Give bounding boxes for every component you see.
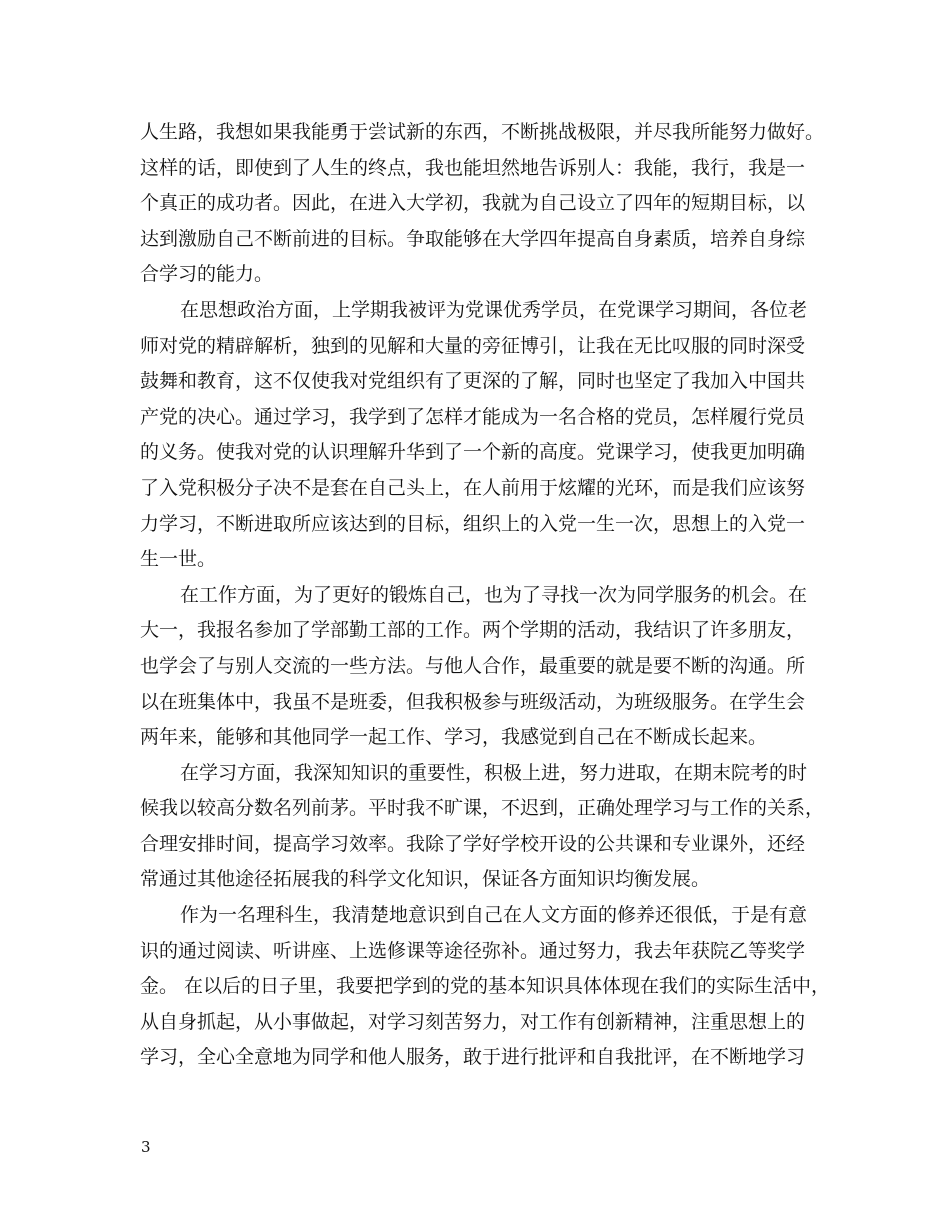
text-line: 达到激励自己不断前进的目标。争取能够在大学四年提高自身素质，培养自身综 — [140, 227, 806, 250]
text-line: 从自身抓起，从小事做起，对学习刻苦努力，对工作有创新精神，注重思想上的 — [140, 1010, 806, 1033]
text-line: 力学习，不断进取所应该达到的目标，组织上的入党一生一次，思想上的入党一 — [140, 512, 806, 535]
text-line: 合理安排时间，提高学习效率。我除了学好学校开设的公共课和专业课外，还经 — [140, 832, 806, 855]
paragraph-first-line: 在工作方面，为了更好的锻炼自己，也为了寻找一次为同学服务的机会。在 — [180, 583, 808, 606]
text-line: 个真正的成功者。因此，在进入大学初，我就为自己设立了四年的短期目标，以 — [140, 192, 806, 215]
paragraph-first-line: 在学习方面，我深知知识的重要性，积极上进，努力进取，在期末院考的时 — [180, 761, 808, 784]
text-line: 合学习的能力。 — [140, 263, 274, 286]
paragraph-first-line: 在思想政治方面，上学期我被评为党课优秀学员，在党课学习期间，各位老 — [180, 298, 808, 321]
text-line: 鼓舞和教育，这不仅使我对党组织有了更深的了解，同时也坚定了我加入中国共 — [140, 370, 806, 393]
document-body — [140, 115, 831, 1076]
text-line: 人生路，我想如果我能勇于尝试新的东西，不断挑战极限，并尽我所能努力做好。 — [140, 121, 825, 143]
page-number: 3 — [141, 1138, 151, 1156]
text-line: 候我以较高分数名列前茅。平时我不旷课，不迟到，正确处理学习与工作的关系， — [140, 797, 825, 820]
text-line: 的义务。使我对党的认识理解升华到了一个新的高度。党课学习，使我更加明确 — [140, 441, 806, 464]
text-line: 常通过其他途径拓展我的科学文化知识，保证各方面知识均衡发展。 — [140, 868, 711, 891]
text-line: 大一，我报名参加了学部勤工部的工作。两个学期的活动，我结识了许多朋友， — [140, 619, 806, 642]
text-line: 产党的决心。通过学习，我学到了怎样才能成为一名合格的党员，怎样履行党员 — [140, 405, 806, 428]
text-line: 也学会了与别人交流的一些方法。与他人合作，最重要的就是要不断的沟通。所 — [140, 654, 806, 677]
text-line: 生一世。 — [140, 548, 217, 571]
text-line: 学习，全心全意地为同学和他人服务，敢于进行批评和自我批评，在不断地学习 — [140, 1046, 806, 1069]
text-line: 以在班集体中，我虽不是班委，但我积极参与班级活动，为班级服务。在学生会 — [140, 690, 806, 713]
text-line: 师对党的精辟解析，独到的见解和大量的旁征博引，让我在无比叹服的同时深受 — [140, 334, 806, 357]
text-line: 识的通过阅读、听讲座、上选修课等途径弥补。通过努力，我去年获院乙等奖学 — [140, 939, 806, 962]
text-line: 了入党积极分子决不是套在自己头上，在人前用于炫耀的光环，而是我们应该努 — [140, 476, 806, 499]
text-line: 两年来，能够和其他同学一起工作、学习，我感觉到自己在不断成长起来。 — [140, 726, 768, 749]
text-line: 金。 在以后的日子里，我要把学到的党的基本知识具体体现在我们的实际生活中， — [140, 975, 831, 998]
text-line: 这样的话，即使到了人生的终点，我也能坦然地告诉别人：我能，我行，我是一 — [140, 156, 806, 179]
paragraph-first-line: 作为一名理科生，我清楚地意识到自己在人文方面的修养还很低，于是有意 — [180, 904, 808, 927]
